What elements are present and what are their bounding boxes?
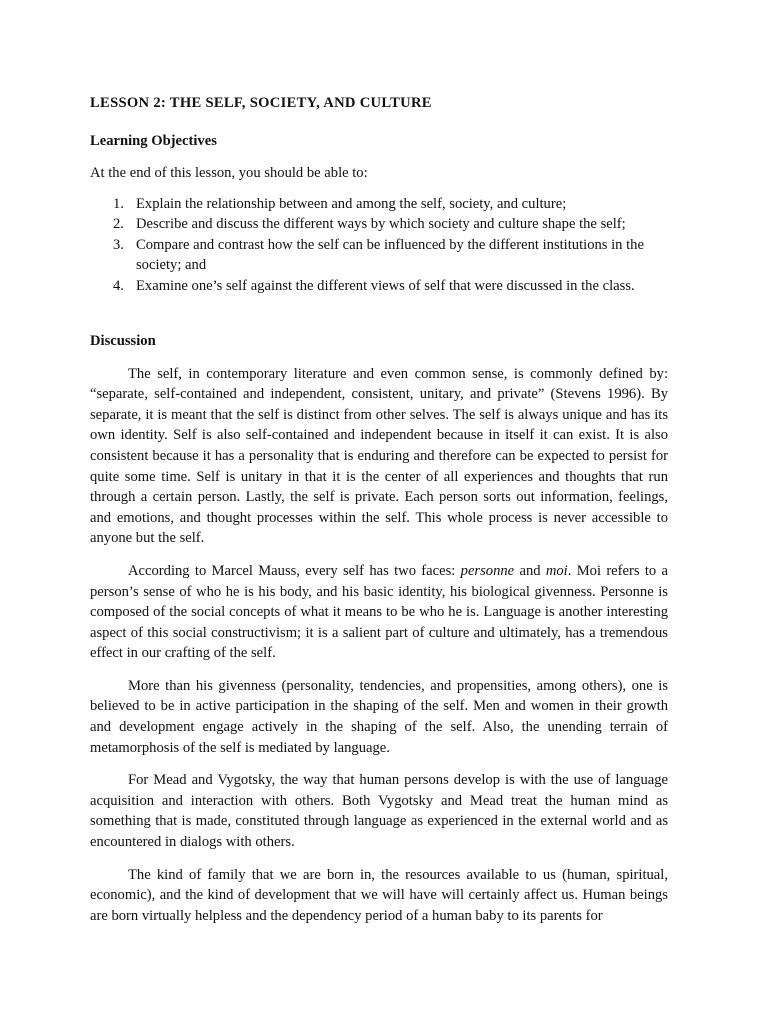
list-item [90,214,668,235]
list-item-text: Compare and contrast how the self can be influenced by the different institutions in the society; and [136,236,644,274]
discussion-heading: Discussion [90,332,156,349]
discussion-paragraph-4: For Mead and Vygotsky, the way that human persons develop is with the use of language acquisition and interaction with others. Both Vygotsky and Mead treat the human mind as something that is made, constituted through language as experienced in the external world and as encountered in dialogs with others. [90,772,668,851]
list-number: 1. [113,195,124,212]
paragraph-text: and [514,562,546,579]
learning-objectives-heading: Learning Objectives [90,133,217,149]
lesson-title: LESSON 2: THE SELF, SOCIETY, AND CULTURE [90,95,432,111]
discussion-paragraph-1: The self, in contemporary literature and even common sense, is commonly defined by: “separate, self-contained and independent, consistent, unitary, and private” (Stevens 1996). By separate, it is meant that the self is distinct from other selves. The self is always unique and has its own identity. Self is also self-contained and independent because in itself it can exist. It is also consistent because it has a personality that is enduring and therefore can be expected to persist for quite some time. Self is unitary in that it is the center of all experiences and thoughts that run through a certain person. Lastly, the self is private. Each person sorts out information, feelings, and emotions, and thought processes within the self. This whole process is never accessible to anyone but the self. [90,365,668,547]
list-item [90,235,668,276]
list-number: 4. [113,277,124,294]
list-item-text: Explain the relationship between and among the self, society, and culture; [136,195,567,212]
list-item-text: Examine one’s self against the different views of self that were discussed in the class. [136,277,635,294]
document-content [90,93,668,938]
list-item [90,194,668,215]
italic-term-moi: moi [545,562,568,579]
discussion-paragraph-2 [90,561,668,664]
paragraph-text: According to Marcel Mauss, every self has two faces: [128,562,461,579]
objectives-list [90,194,668,297]
list-item-text: Describe and discuss the different ways by which society and culture shape the self; [136,216,626,233]
objectives-intro: At the end of this lesson, you should be able to: [90,165,368,181]
discussion-paragraph-3: More than his givenness (personality, tendencies, and propensities, among others), one is believed to be in active participation in the shaping of the self. Men and women in their growth and development engage actively in the shaping of the self. Also, the unending terrain of metamorphosis of the self is mediated by language. [90,677,668,756]
italic-term-personne: personne [460,562,515,579]
list-number: 2. [113,216,124,233]
list-item [90,276,668,297]
list-number: 3. [113,236,124,253]
discussion-paragraph-5: The kind of family that we are born in, the resources available to us (human, spiritual, economic), and the kind of development that we will have will certainly affect us. Human beings are born virtually helpless and the dependency period of a human baby to its parents for [90,866,668,924]
paragraph-text: . Moi refers to a person’s sense of who he is his body, and his basic identity, his biological givenness. Personne is composed of the social concepts of what it means to be who he is. Language is another interesting aspect of this social constructivism; it is a salient part of culture and ultimately, has a tremendous effect in our crafting of the self. [90,562,668,662]
